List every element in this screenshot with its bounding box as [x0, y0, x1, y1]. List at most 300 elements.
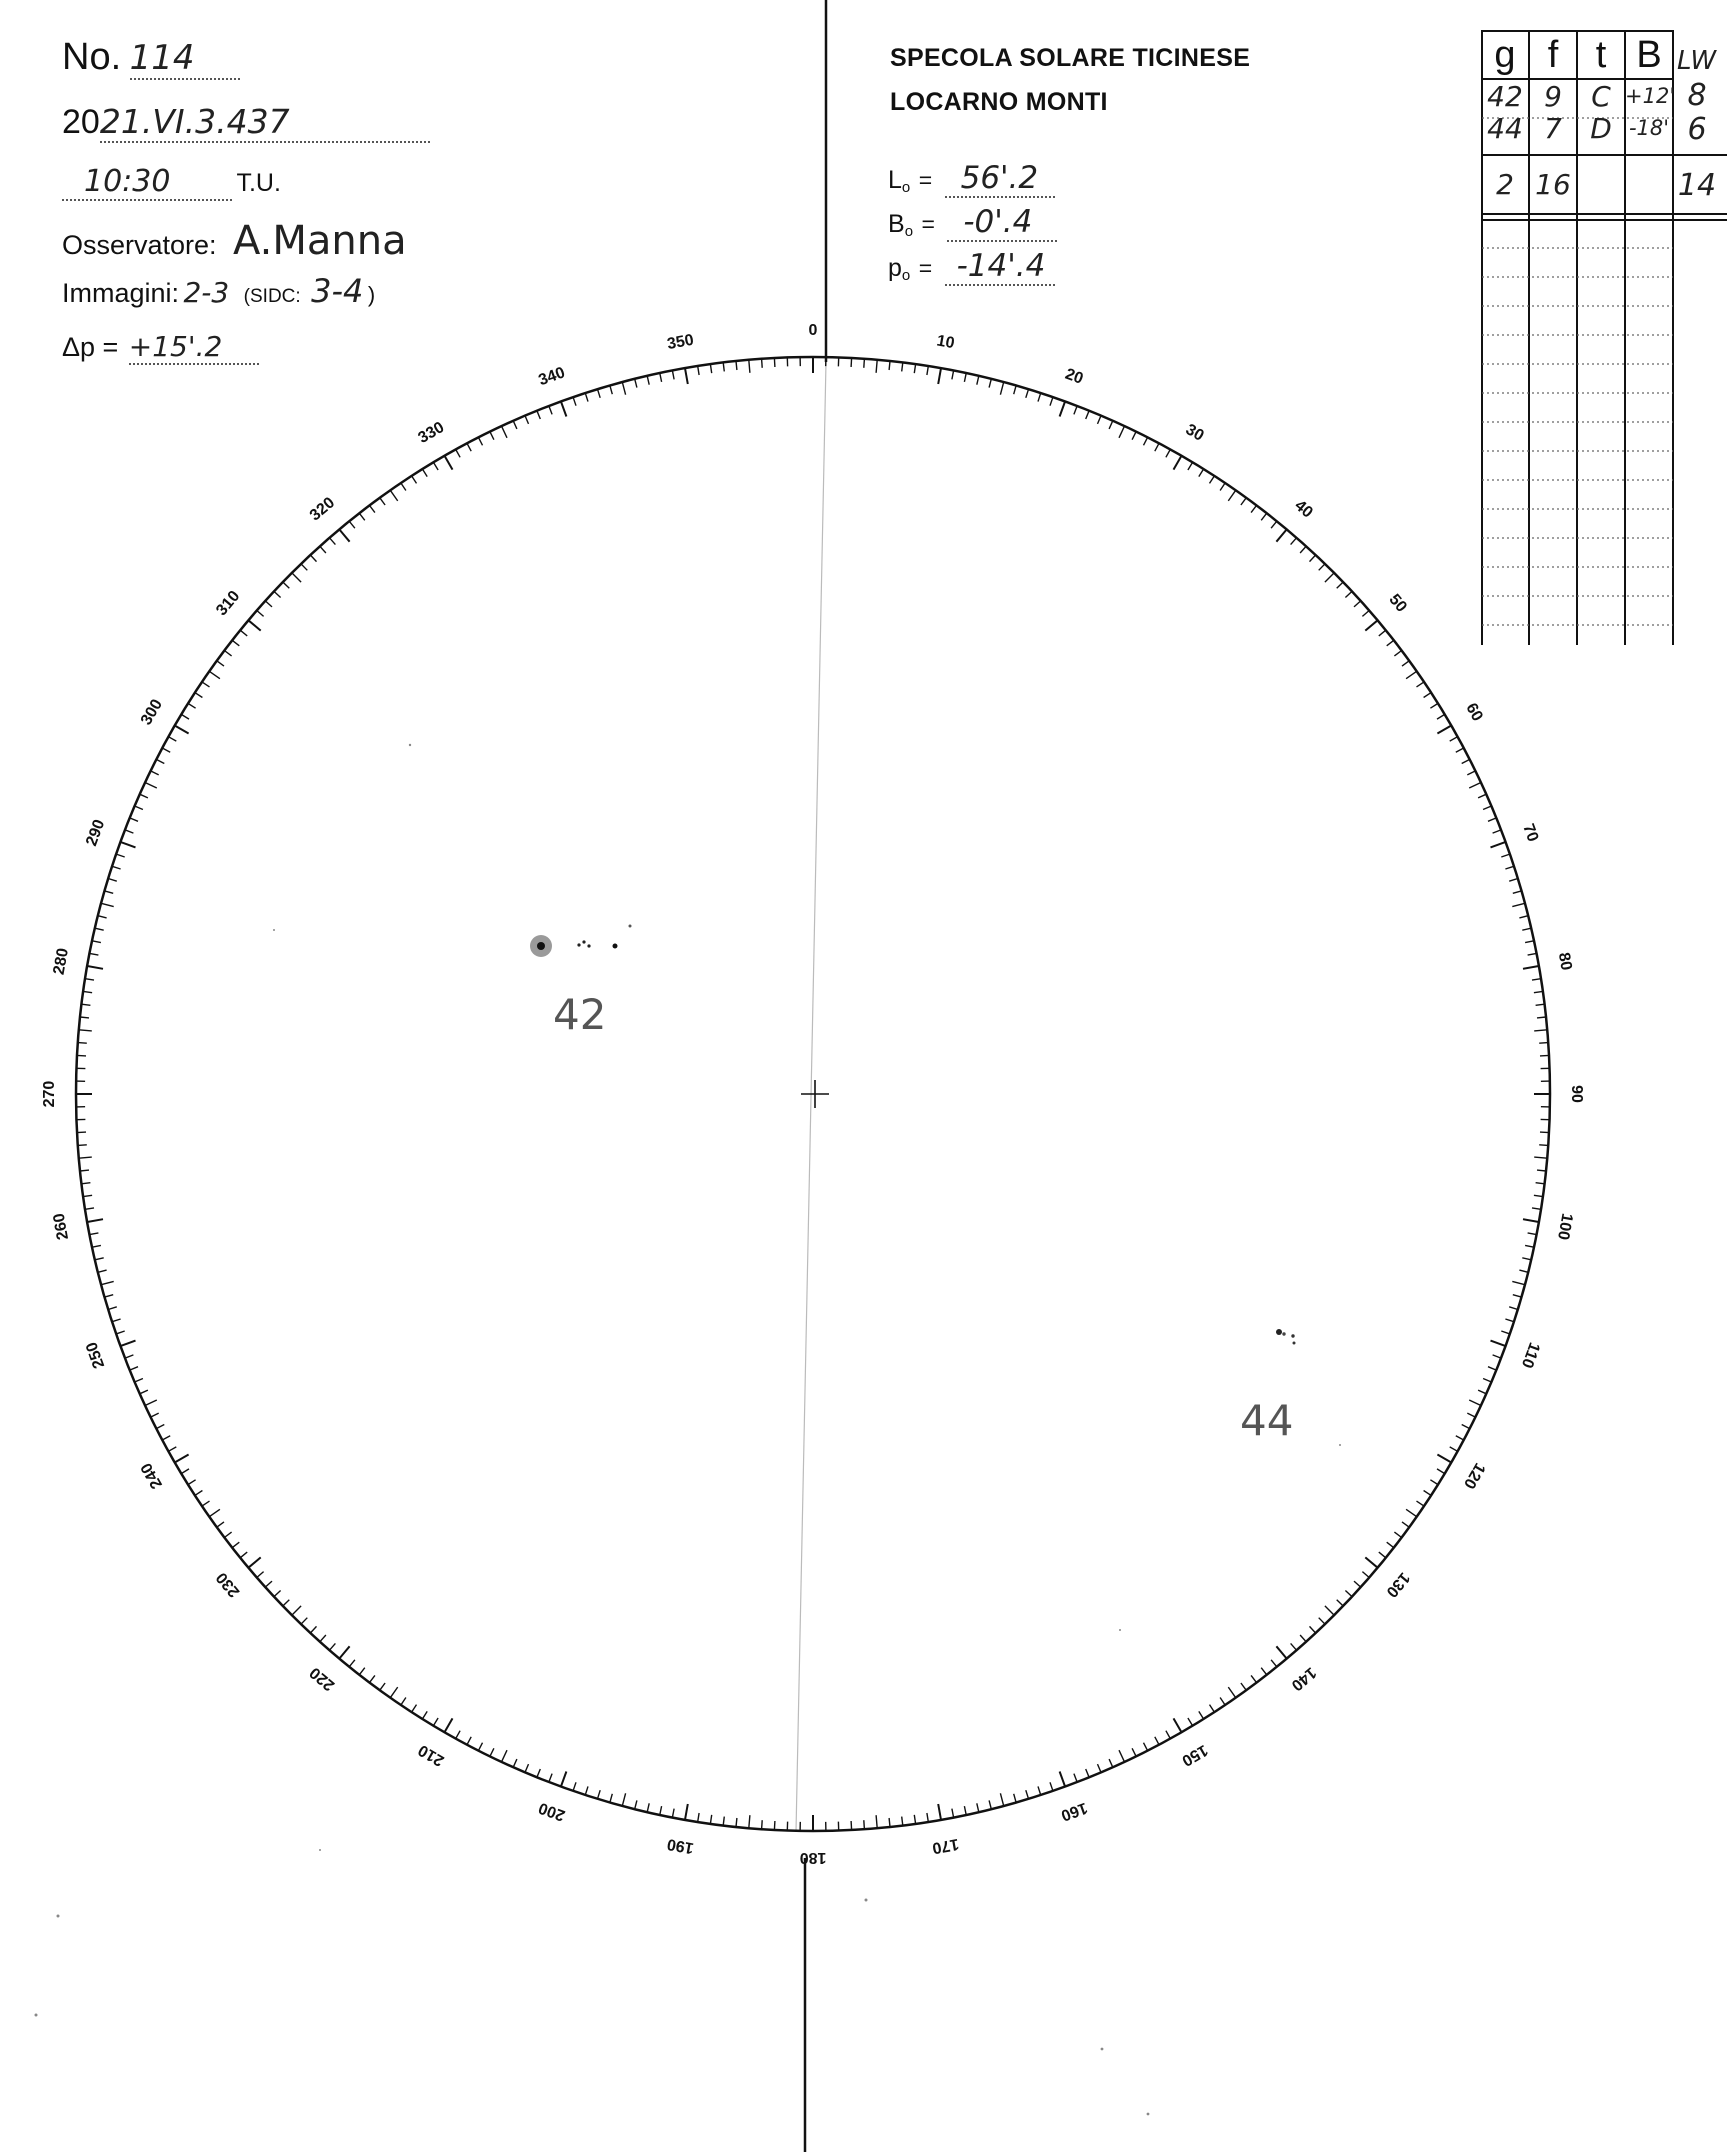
degree-tick — [660, 373, 662, 382]
degree-tick — [1220, 1698, 1225, 1706]
degree-tick — [224, 1532, 231, 1537]
degree-tick — [1251, 1675, 1256, 1682]
degree-tick — [889, 361, 890, 370]
degree-tick — [1271, 1660, 1277, 1667]
degree-tick — [79, 1157, 92, 1158]
degree-tick — [1210, 476, 1215, 484]
degree-label: 180 — [799, 1848, 827, 1866]
degree-tick — [1228, 490, 1235, 501]
degree-label: 20 — [1062, 365, 1086, 388]
degree-tick — [1026, 1790, 1029, 1799]
degree-tick — [1509, 1307, 1518, 1310]
degree-tick — [292, 1606, 301, 1615]
degree-tick — [151, 1413, 159, 1417]
degree-tick — [1251, 505, 1256, 512]
sunspot — [1291, 1334, 1294, 1337]
degree-label: 220 — [306, 1663, 339, 1694]
degree-tick — [1493, 830, 1501, 833]
sunspot — [582, 940, 585, 943]
degree-label: 300 — [137, 696, 167, 729]
degree-tick — [1536, 1183, 1545, 1184]
total-cell: 14 — [1677, 168, 1717, 203]
degree-tick — [1462, 1425, 1470, 1429]
center-cross-icon — [801, 1080, 829, 1108]
degree-tick — [116, 854, 125, 857]
degree-tick — [1537, 1017, 1546, 1018]
degree-tick — [445, 1718, 453, 1732]
sunspot — [587, 944, 590, 947]
degree-tick — [561, 401, 567, 416]
degree-tick — [82, 1183, 91, 1184]
degree-label: 320 — [306, 494, 339, 525]
degree-tick — [240, 1552, 247, 1558]
degree-tick — [851, 1821, 852, 1830]
degree-tick — [83, 1195, 92, 1196]
degree-tick — [1188, 462, 1193, 470]
degree-label: 110 — [1517, 1340, 1543, 1371]
degree-tick — [710, 364, 711, 373]
degree-tick — [635, 379, 637, 388]
degree-tick — [92, 941, 101, 943]
degree-tick — [1098, 1764, 1102, 1772]
degree-label: 70 — [1519, 821, 1542, 845]
degree-label: 170 — [930, 1834, 961, 1857]
degree-tick — [175, 726, 189, 734]
ephemeris-eq: = — [918, 167, 933, 193]
degree-label: 80 — [1554, 951, 1575, 972]
degree-label: 10 — [935, 332, 956, 353]
degree-tick — [248, 1557, 260, 1567]
degree-tick — [467, 1737, 471, 1745]
degree-tick — [292, 573, 301, 582]
degree-tick — [370, 1675, 375, 1682]
degree-tick — [274, 591, 281, 597]
degree-tick — [914, 364, 915, 373]
degree-tick — [622, 1793, 625, 1806]
degree-tick — [1319, 564, 1325, 571]
degree-tick — [1430, 703, 1438, 708]
degree-tick — [1528, 1233, 1537, 1235]
degree-tick — [274, 1591, 281, 1597]
degree-tick — [1505, 866, 1514, 869]
degree-tick — [370, 505, 375, 512]
degree-tick — [1456, 748, 1464, 752]
table-cell: C — [1591, 80, 1611, 113]
degree-tick — [1014, 1794, 1016, 1803]
degree-tick — [549, 406, 552, 414]
degree-label: 290 — [83, 817, 109, 849]
degree-tick — [774, 358, 775, 367]
degree-tick — [283, 582, 290, 588]
degree-tick — [585, 1786, 588, 1795]
degree-tick — [1276, 529, 1286, 541]
degree-label: 40 — [1291, 497, 1316, 522]
degree-tick — [1228, 1687, 1235, 1698]
degree-tick — [1310, 555, 1316, 562]
degree-tick — [77, 1132, 86, 1133]
degree-tick — [1026, 389, 1029, 398]
degree-tick — [1523, 1219, 1539, 1222]
observer-label: Osservatore: — [62, 230, 217, 260]
ephemeris-sub: o — [901, 179, 911, 197]
table-cell: 6 — [1687, 112, 1707, 147]
sunspot-umbra — [537, 942, 545, 950]
degree-tick — [181, 1469, 189, 1474]
degree-tick — [598, 1790, 601, 1799]
degree-tick — [1394, 1532, 1401, 1537]
ephemeris-sub: o — [901, 267, 911, 285]
degree-tick — [1478, 794, 1486, 798]
degree-tick — [876, 360, 877, 373]
degree-tick — [120, 1341, 135, 1347]
degree-tick — [952, 1809, 954, 1818]
degree-tick — [1074, 406, 1077, 414]
degree-tick — [130, 818, 138, 821]
ephemeris-value: -0'.4 — [963, 204, 1033, 240]
ephemeris-label: p — [888, 254, 902, 282]
degree-tick — [1261, 1668, 1267, 1675]
degree-tick — [1450, 737, 1458, 741]
degree-label: 90 — [1567, 1085, 1585, 1103]
degree-tick — [125, 1355, 133, 1358]
col-header-lw: LW — [1677, 46, 1717, 76]
degree-tick — [412, 476, 417, 484]
number-label: No. — [62, 36, 122, 78]
table-cell: 8 — [1687, 78, 1707, 113]
degree-tick — [188, 1480, 196, 1485]
degree-tick — [108, 1307, 117, 1310]
degree-tick — [490, 1748, 494, 1756]
degree-tick — [1467, 771, 1475, 775]
degree-tick — [938, 1804, 941, 1820]
degree-tick — [1437, 1455, 1451, 1463]
degree-tick — [145, 783, 157, 789]
degree-tick — [1379, 630, 1386, 636]
table-cell: +12' — [1625, 84, 1676, 108]
degree-tick — [1119, 1750, 1125, 1762]
degree-tick — [108, 879, 117, 882]
degree-tick — [1523, 966, 1539, 969]
degree-label: 60 — [1462, 700, 1486, 725]
degree-tick — [202, 1501, 210, 1506]
degree-tick — [513, 1759, 517, 1767]
degree-tick — [1300, 1635, 1306, 1642]
degree-tick — [78, 1145, 87, 1146]
degree-tick — [1493, 1355, 1501, 1358]
degree-tick — [90, 953, 99, 955]
degree-tick — [1437, 1469, 1445, 1474]
degree-tick — [1337, 1600, 1344, 1606]
degree-tick — [77, 1055, 86, 1056]
degree-tick — [736, 361, 737, 370]
degree-tick — [1513, 1295, 1522, 1297]
ephemeris-eq: = — [918, 255, 933, 281]
degree-tick — [1491, 1341, 1506, 1347]
degree-tick — [1362, 1572, 1369, 1578]
degree-tick — [135, 806, 143, 810]
degree-tick — [1144, 437, 1148, 445]
degree-tick — [1456, 1436, 1464, 1440]
degree-tick — [380, 1683, 385, 1690]
degree-tick — [1199, 469, 1204, 477]
sidc-close: ) — [367, 282, 376, 307]
degree-label: 210 — [415, 1740, 448, 1770]
sidc-value: 3-4 — [311, 272, 364, 310]
degree-tick — [1060, 1772, 1066, 1787]
degree-tick — [723, 1817, 724, 1826]
images-value: 2-3 — [183, 276, 230, 309]
degree-tick — [525, 1764, 529, 1772]
degree-tick — [1505, 1319, 1514, 1322]
group-label-42: 42 — [553, 990, 607, 1039]
degree-label: 0 — [808, 322, 818, 340]
degree-tick — [635, 1800, 637, 1809]
degree-tick — [672, 371, 674, 380]
degree-tick — [90, 1233, 99, 1235]
degree-tick — [1467, 1413, 1475, 1417]
sunspot-group-44 — [1276, 1329, 1296, 1345]
degree-label: 240 — [137, 1459, 167, 1492]
degree-tick — [257, 611, 264, 617]
degree-tick — [456, 1731, 460, 1739]
degree-tick — [1014, 386, 1016, 395]
degree-tick — [1483, 806, 1491, 810]
ephemeris-value: 56'.2 — [960, 160, 1039, 196]
degree-tick — [422, 1711, 427, 1719]
degree-tick — [1469, 1400, 1481, 1406]
degree-tick — [1402, 661, 1409, 666]
degree-tick — [1174, 1718, 1182, 1732]
degree-tick — [120, 842, 135, 848]
degree-tick — [151, 771, 159, 775]
paper-specks — [35, 744, 1342, 2116]
vertical-axis-inner — [796, 362, 826, 1832]
degree-tick — [502, 1750, 508, 1762]
degree-label: 120 — [1459, 1459, 1489, 1492]
degree-tick — [902, 363, 903, 372]
degree-label: 190 — [665, 1834, 696, 1857]
degree-tick — [380, 498, 385, 505]
degree-label: 30 — [1182, 421, 1207, 445]
degree-tick — [647, 1803, 649, 1812]
degree-tick — [989, 1800, 991, 1809]
degree-tick — [310, 1626, 316, 1633]
col-header-t: t — [1595, 34, 1607, 76]
date-prefix: 20 — [62, 103, 100, 141]
degree-tick — [330, 1643, 336, 1650]
degree-tick — [98, 916, 107, 918]
degree-tick — [162, 748, 170, 752]
degree-tick — [85, 979, 94, 980]
degree-tick — [1534, 991, 1543, 992]
ephemeris-eq: = — [921, 211, 935, 237]
degree-tick — [1534, 1030, 1547, 1031]
degree-tick — [1488, 1367, 1496, 1370]
sunspot — [1282, 1332, 1285, 1335]
degree-tick — [1536, 1004, 1545, 1005]
degree-tick — [710, 1815, 711, 1824]
sidc-label: (SIDC: — [243, 286, 301, 307]
degree-tick — [1512, 903, 1525, 906]
degree-tick — [445, 456, 453, 470]
degree-tick — [156, 1425, 164, 1429]
degree-tick — [685, 368, 688, 384]
col-header-b: B — [1636, 34, 1662, 76]
degree-tick — [390, 490, 397, 501]
degree-tick — [105, 891, 114, 893]
group-label-44: 44 — [1240, 1396, 1294, 1445]
degree-tick — [265, 601, 272, 607]
degree-label: 50 — [1385, 591, 1410, 616]
degree-tick — [1362, 611, 1369, 617]
time-unit: T.U. — [236, 169, 281, 197]
degree-label: 310 — [213, 587, 244, 620]
degree-tick — [116, 1331, 125, 1334]
degree-tick — [1450, 1447, 1458, 1451]
degree-tick — [1379, 1552, 1386, 1558]
degree-tick — [1261, 513, 1267, 520]
degree-tick — [232, 640, 239, 646]
degree-tick — [1109, 421, 1113, 429]
degree-tick — [1417, 1501, 1425, 1506]
degree-tick — [1437, 726, 1451, 734]
sunspot — [1293, 1342, 1296, 1345]
degree-tick — [112, 866, 121, 869]
degree-tick — [1291, 1643, 1297, 1650]
table-cell: 7 — [1544, 112, 1562, 145]
degree-tick — [1098, 416, 1102, 424]
degree-tick — [1319, 1618, 1325, 1625]
degree-tick — [265, 1581, 272, 1587]
degree-tick — [217, 661, 224, 666]
degree-tick — [610, 386, 612, 395]
date-value: 21.VI.3.437 — [99, 102, 290, 141]
degree-tick — [1540, 1132, 1549, 1133]
degree-tick — [98, 1270, 107, 1272]
degree-tick — [79, 1030, 92, 1031]
degree-tick — [672, 1809, 674, 1818]
table-cell: 9 — [1544, 80, 1562, 113]
degree-tick — [1469, 783, 1481, 789]
degree-tick — [240, 630, 247, 636]
degree-tick — [390, 1687, 397, 1698]
degree-tick — [1109, 1759, 1113, 1767]
degree-tick — [1525, 941, 1534, 943]
degree-tick — [217, 1522, 224, 1527]
degree-tick — [1166, 1731, 1170, 1739]
degree-tick — [1325, 1606, 1334, 1615]
degree-tick — [1537, 1170, 1546, 1171]
degree-label: 140 — [1287, 1663, 1320, 1694]
sunspot — [577, 943, 580, 946]
degree-tick — [80, 1170, 89, 1171]
degree-tick — [330, 538, 336, 545]
degree-tick — [723, 363, 724, 372]
degree-tick — [310, 555, 316, 562]
degree-tick — [573, 397, 576, 406]
degree-tick — [622, 382, 625, 395]
degree-tick — [537, 411, 540, 419]
degree-tick — [989, 379, 991, 388]
degree-tick — [1430, 1480, 1438, 1485]
degree-tick — [1119, 426, 1125, 438]
degree-tick — [162, 1436, 170, 1440]
sunspot — [1276, 1329, 1282, 1335]
degree-tick — [181, 714, 189, 719]
degree-tick — [1387, 1542, 1394, 1548]
degree-tick — [647, 376, 649, 385]
degree-tick — [549, 1774, 552, 1782]
degree-tick — [412, 1705, 417, 1713]
degree-tick — [736, 1818, 737, 1827]
degree-tick — [1462, 759, 1470, 763]
degree-tick — [537, 1769, 540, 1777]
degree-tick — [224, 651, 231, 656]
degree-tick — [1424, 693, 1432, 698]
degree-tick — [902, 1817, 903, 1826]
degree-tick — [401, 1698, 406, 1706]
degree-tick — [257, 1572, 264, 1578]
degree-tick — [145, 1400, 157, 1406]
degree-tick — [1365, 620, 1377, 630]
degree-tick — [232, 1542, 239, 1548]
degree-tick — [938, 368, 941, 384]
degree-tick — [1525, 1245, 1534, 1247]
degree-label: 340 — [536, 364, 568, 390]
degree-tick — [1424, 1491, 1432, 1496]
degree-tick — [964, 373, 966, 382]
degree-tick — [876, 1815, 877, 1828]
table-cell: -18' — [1628, 116, 1670, 140]
degree-tick — [1406, 671, 1417, 678]
degree-tick — [339, 529, 349, 541]
time-value: 10:30 — [84, 164, 171, 199]
degree-tick — [1532, 1208, 1541, 1209]
degree-tick — [927, 1813, 928, 1822]
col-header-f: f — [1547, 34, 1559, 76]
degree-tick — [889, 1818, 890, 1827]
degree-tick — [1501, 1331, 1510, 1334]
degree-tick — [762, 1820, 763, 1829]
degree-tick — [112, 1319, 121, 1322]
degree-label: 330 — [415, 418, 448, 448]
degree-tick — [1437, 714, 1445, 719]
degree-tick — [456, 449, 460, 457]
degree-label: 270 — [41, 1080, 59, 1108]
degree-tick — [140, 1390, 148, 1394]
degree-tick — [1241, 1683, 1246, 1690]
degree-tick — [864, 359, 865, 368]
degree-tick — [660, 1806, 662, 1815]
degree-tick — [422, 469, 427, 477]
degree-tick — [467, 443, 471, 451]
degree-tick — [433, 1718, 438, 1726]
degree-tick — [1000, 382, 1003, 395]
degree-tick — [1512, 1281, 1525, 1284]
degree-tick — [1519, 1270, 1528, 1272]
degree-tick — [1325, 573, 1334, 582]
degree-tick — [1086, 1769, 1089, 1777]
degree-tick — [1086, 411, 1089, 419]
degree-tick — [101, 903, 114, 906]
degree-tick — [359, 1668, 365, 1675]
degree-tick — [1210, 1705, 1215, 1713]
table-cell: D — [1590, 112, 1612, 145]
degree-tick — [1354, 1581, 1361, 1587]
degree-tick — [762, 359, 763, 368]
degree-tick — [1199, 1711, 1204, 1719]
degree-tick — [195, 1491, 203, 1496]
